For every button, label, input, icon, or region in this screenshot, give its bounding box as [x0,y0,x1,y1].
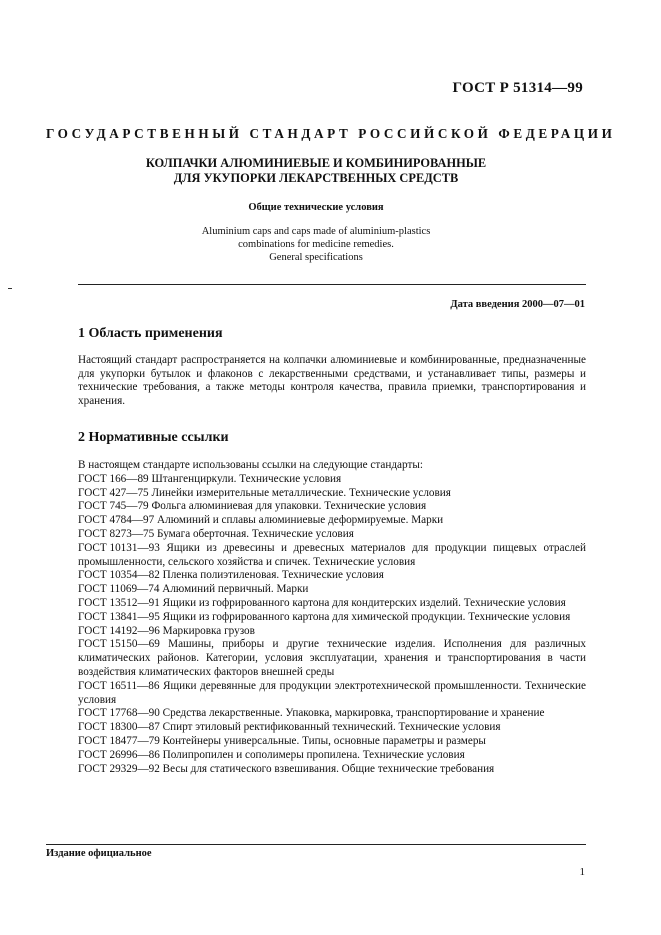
reference-item [78,542,586,570]
margin-mark [8,288,12,289]
reference-code: ГОСТ 16511—86 [78,679,160,692]
section-2-heading: 2 Нормативные ссылки [78,430,229,445]
reference-item [78,763,586,777]
reference-item [78,583,586,597]
reference-item [78,487,586,501]
reference-item [78,528,586,542]
reference-code: ГОСТ 14192—96 [78,624,160,637]
normative-references [78,459,586,776]
reference-title: Спирт этиловый ректификованный технический. Технические условия [162,721,501,734]
reference-item [78,625,586,639]
reference-item [78,611,586,625]
reference-code: ГОСТ 8273—75 [78,527,155,540]
reference-title: Алюминий и сплавы алюминиевые деформируемые. Марки [157,514,444,527]
reference-code: ГОСТ 745—79 [78,500,149,513]
reference-title: Полипропилен и сополимеры пропилена. Технические условия [162,748,465,761]
reference-title: Ящики из гофрированного картона для химической продукции. Технические условия [162,610,571,623]
reference-code: ГОСТ 18300—87 [78,721,160,734]
reference-code: ГОСТ 13512—91 [78,596,160,609]
header-divider [78,284,586,285]
reference-title: Контейнеры универсальные. Типы, основные параметры и размеры [162,734,486,747]
english-title-line-1: Aluminium caps and caps made of aluminium-plastics [201,226,431,237]
reference-title: Пленка полиэтиленовая. Технические условия [162,569,384,582]
reference-code: ГОСТ 4784—97 [78,514,155,527]
edition-label: Издание официальное [46,848,152,859]
reference-title: Бумага оберточная. Технические условия [157,527,354,540]
reference-item [78,638,586,679]
standard-banner: ГОСУДАРСТВЕННЫЙ СТАНДАРТ РОССИЙСКОЙ ФЕДЕРАЦИИ [46,126,616,141]
document-code: ГОСТ Р 51314—99 [452,80,583,96]
english-title-line-2: combinations for medicine remedies. [238,239,394,250]
reference-title: Маркировка грузов [162,624,255,637]
footer-divider [46,844,586,845]
reference-code: ГОСТ 15150—69 [78,638,160,651]
references-intro: В настоящем стандарте использованы ссылки на следующие стандарты: [78,459,423,471]
reference-title: Фольга алюминиевая для упаковки. Технические условия [151,500,427,513]
reference-item [78,735,586,749]
page-number: 1 [579,866,585,878]
introduction-date: Дата введения 2000—07—01 [450,299,585,310]
reference-item [78,707,586,721]
document-title [46,156,586,186]
reference-list [78,473,586,777]
reference-item [78,514,586,528]
reference-item [78,749,586,763]
english-title-line-3: General specifications [269,252,363,263]
section-1-heading: 1 Область применения [78,326,223,341]
reference-code: ГОСТ 427—75 [78,486,149,499]
reference-title: Штангенциркули. Технические условия [151,472,342,485]
reference-code: ГОСТ 166—89 [78,472,149,485]
reference-code: ГОСТ 10131—93 [78,541,160,554]
reference-title: Ящики деревянные для продукции электротехнической промышленности. Технические условия [78,679,586,706]
title-line-2: ДЛЯ УКУПОРКИ ЛЕКАРСТВЕННЫХ СРЕДСТВ [173,171,459,185]
reference-code: ГОСТ 11069—74 [78,583,160,596]
reference-title: Ящики из гофрированного картона для кондитерских изделий. Технические условия [162,596,566,609]
reference-code: ГОСТ 17768—90 [78,707,160,720]
reference-title: Алюминий первичный. Марки [162,583,309,596]
reference-item [78,500,586,514]
reference-item [78,721,586,735]
reference-title: Весы для статического взвешивания. Общие технические требования [162,762,495,775]
reference-title: Ящики из древесины и древесных материалов для продукции пищевых отраслей промышленности, сельского хозяйства и спичек. Технические условия [78,541,586,568]
reference-code: ГОСТ 29329—92 [78,762,160,775]
section-1-text: Настоящий стандарт распространяется на колпачки алюминиевые и комбинированные, предназначенные для укупорки бутылок и флаконов с лекарственными средствами, и устанавливает типы, размеры и технические требования, а также методы контроля качества, правила приемки, транспортирования и хранения. [78,354,586,407]
document-subtitle: Общие технические условия [248,202,384,213]
reference-title: Машины, приборы и другие технические изделия. Исполнения для различных климатических районов. Категории, условия эксплуатации, хранения и транспортирования в части воздействия климатических факторов внешней среды [78,638,587,678]
reference-item [78,569,586,583]
reference-item [78,680,586,708]
reference-code: ГОСТ 18477—79 [78,734,160,747]
reference-code: ГОСТ 10354—82 [78,569,160,582]
reference-item [78,597,586,611]
reference-code: ГОСТ 26996—86 [78,748,160,761]
english-title [46,225,586,264]
reference-title: Линейки измерительные металлические. Технические условия [151,486,451,499]
title-line-1: КОЛПАЧКИ АЛЮМИНИЕВЫЕ И КОМБИНИРОВАННЫЕ [145,156,487,170]
reference-code: ГОСТ 13841—95 [78,610,160,623]
reference-item [78,473,586,487]
reference-title: Средства лекарственные. Упаковка, маркировка, транспортирование и хранение [162,707,545,720]
